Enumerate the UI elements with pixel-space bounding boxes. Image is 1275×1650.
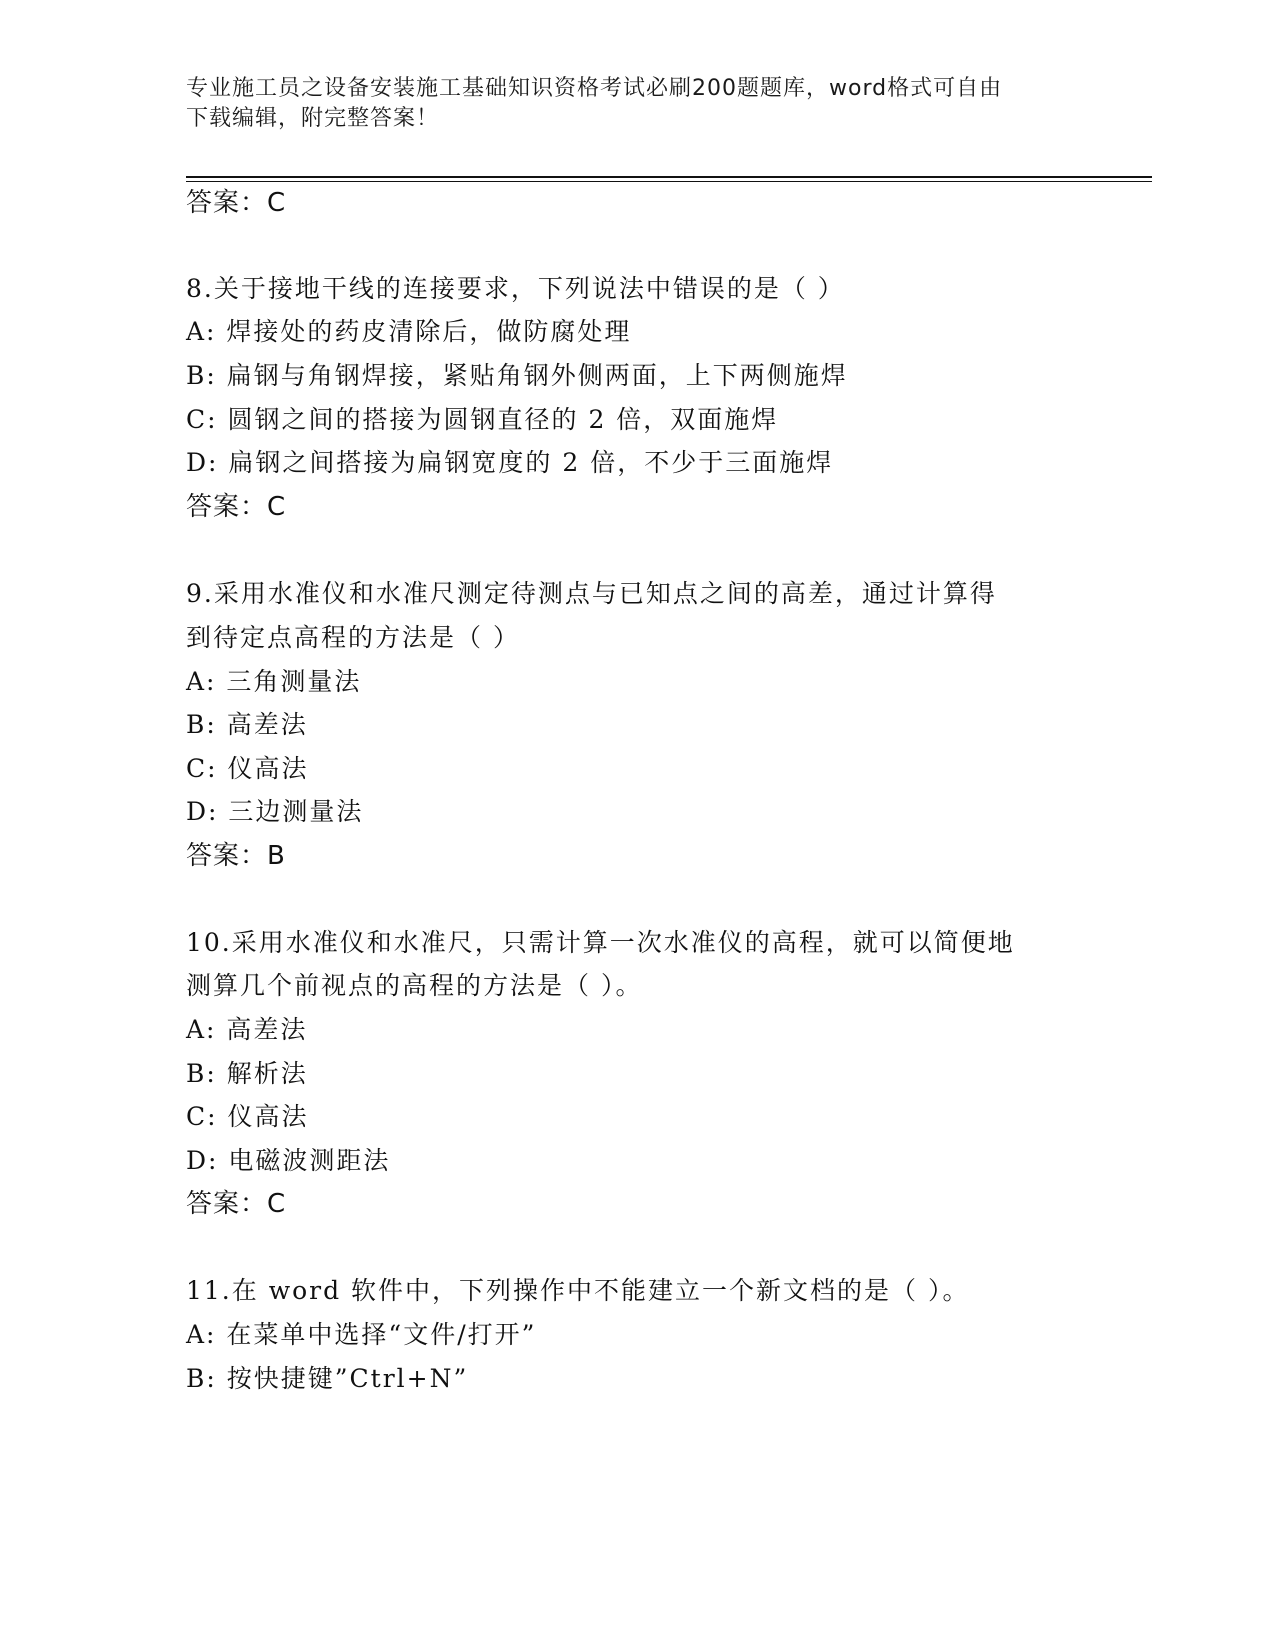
question-10-stem-line-2: 测算几个前视点的高程的方法是（ ）。 — [186, 971, 643, 1000]
question-9-option-b: B: 高差法 — [186, 710, 308, 739]
question-10-option-d: D: 电磁波测距法 — [186, 1146, 391, 1175]
header-line-2: 下载编辑，附完整答案！ — [186, 106, 440, 131]
question-11-option-a: A: 在菜单中选择“文件/打开” — [186, 1320, 537, 1349]
question-9-stem-line-2: 到待定点高程的方法是（ ） — [186, 623, 520, 652]
question-9-option-c: C: 仪高法 — [186, 754, 309, 783]
question-10-option-c: C: 仪高法 — [186, 1102, 309, 1131]
question-8-option-a: A: 焊接处的药皮清除后，做防腐处理 — [186, 317, 632, 346]
question-9-option-a: A: 三角测量法 — [186, 667, 362, 696]
question-8-option-c: C: 圆钢之间的搭接为圆钢直径的 2 倍，双面施焊 — [186, 405, 779, 434]
question-8-stem: 8.关于接地干线的连接要求，下列说法中错误的是（ ） — [186, 274, 845, 303]
question-9-answer: 答案：B — [186, 841, 286, 871]
question-8-answer: 答案：C — [186, 492, 287, 522]
answer-line: 答案：C — [186, 188, 287, 218]
question-10-answer: 答案：C — [186, 1189, 287, 1219]
question-10-stem-line-1: 10.采用水准仪和水准尺，只需计算一次水准仪的高程，就可以简便地 — [186, 928, 1015, 957]
question-9-stem-line-1: 9.采用水准仪和水准尺测定待测点与已知点之间的高差，通过计算得 — [186, 579, 997, 608]
question-10-option-b: B: 解析法 — [186, 1059, 308, 1088]
document-header — [186, 74, 1066, 134]
question-11-stem: 11.在 word 软件中，下列操作中不能建立一个新文档的是（ ）。 — [186, 1276, 970, 1305]
header-divider-thin — [186, 181, 1152, 182]
question-8-option-b: B: 扁钢与角钢焊接，紧贴角钢外侧两面，上下两侧施焊 — [186, 361, 848, 390]
question-10-option-a: A: 高差法 — [186, 1015, 308, 1044]
header-divider-thick — [186, 176, 1152, 178]
question-8-option-d: D: 扁钢之间搭接为扁钢宽度的 2 倍，不少于三面施焊 — [186, 448, 834, 477]
question-11-option-b: B: 按快捷键”Ctrl+N” — [186, 1364, 469, 1393]
header-line-1: 专业施工员之设备安装施工基础知识资格考试必刷200题题库，word格式可自由 — [186, 76, 1003, 101]
question-9-option-d: D: 三边测量法 — [186, 797, 364, 826]
